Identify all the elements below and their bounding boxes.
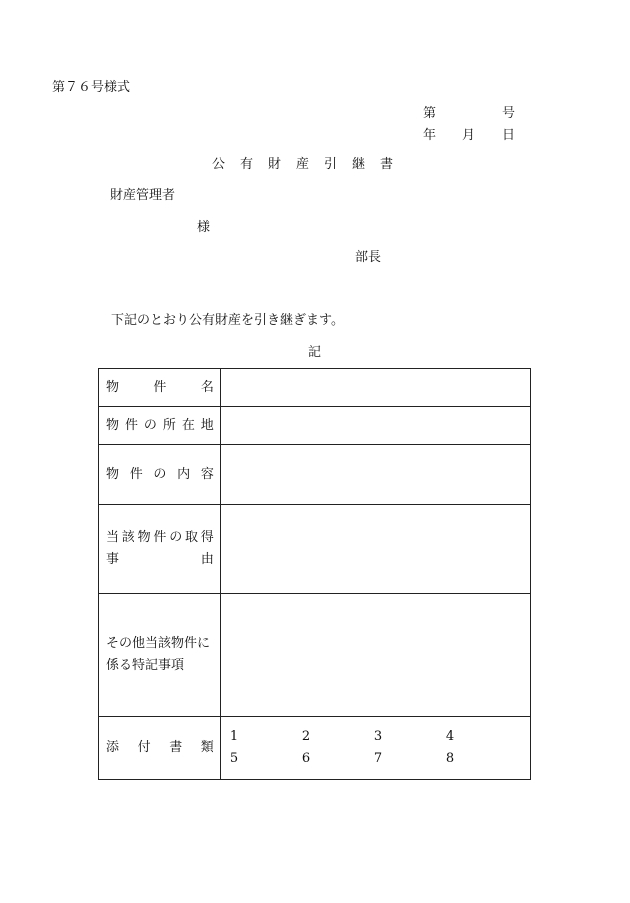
table-row [99, 407, 531, 445]
body-text: 下記のとおり公有財産を引き継ぎます。 [111, 313, 344, 328]
table-row [99, 369, 531, 407]
attachment-number: 5 [229, 751, 239, 766]
property-content-label: 物 件 の 内 容 [99, 445, 221, 505]
property-name-field[interactable] [220, 369, 530, 407]
property-name-label: 物 件 名 [99, 369, 221, 407]
attachments-label: 添 付 書 類 [99, 717, 221, 780]
sender-title: 部長 [355, 250, 382, 265]
acquisition-reason-field[interactable] [220, 505, 530, 594]
document-number-prefix: 第 [423, 106, 437, 121]
ki-label: 記 [308, 345, 322, 360]
attachment-number: 6 [301, 751, 311, 766]
attachments-field[interactable] [220, 717, 530, 780]
property-content-field[interactable] [220, 445, 530, 505]
table-row [99, 445, 531, 505]
special-notes-label: その他当該物件に 係る特記事項 [99, 594, 221, 717]
special-notes-field[interactable] [220, 594, 530, 717]
attachment-number: 7 [373, 751, 383, 766]
property-location-field[interactable] [220, 407, 530, 445]
attachment-number: 3 [373, 729, 383, 744]
table-row [99, 717, 531, 780]
attachment-number: 2 [301, 729, 311, 744]
date-month-label: 月 [462, 128, 476, 143]
document-number-suffix: 号 [502, 106, 516, 121]
attachment-number: 4 [445, 729, 455, 744]
table-row [99, 505, 531, 594]
transfer-record-table [98, 368, 531, 780]
property-location-label: 物 件 の 所 在 地 [99, 407, 221, 445]
acquisition-reason-label: 当 該 物 件 の 取 得 事 由 [99, 505, 221, 594]
date-year-label: 年 [423, 128, 437, 143]
recipient-honorific: 様 [197, 220, 211, 235]
attachment-number: 1 [229, 729, 239, 744]
document-title: 公有財産引継書 [212, 157, 409, 172]
form-number: 第７６号様式 [52, 80, 131, 95]
recipient-role: 財産管理者 [110, 188, 176, 203]
date-day-label: 日 [502, 128, 516, 143]
attachment-number: 8 [445, 751, 455, 766]
table-row [99, 594, 531, 717]
